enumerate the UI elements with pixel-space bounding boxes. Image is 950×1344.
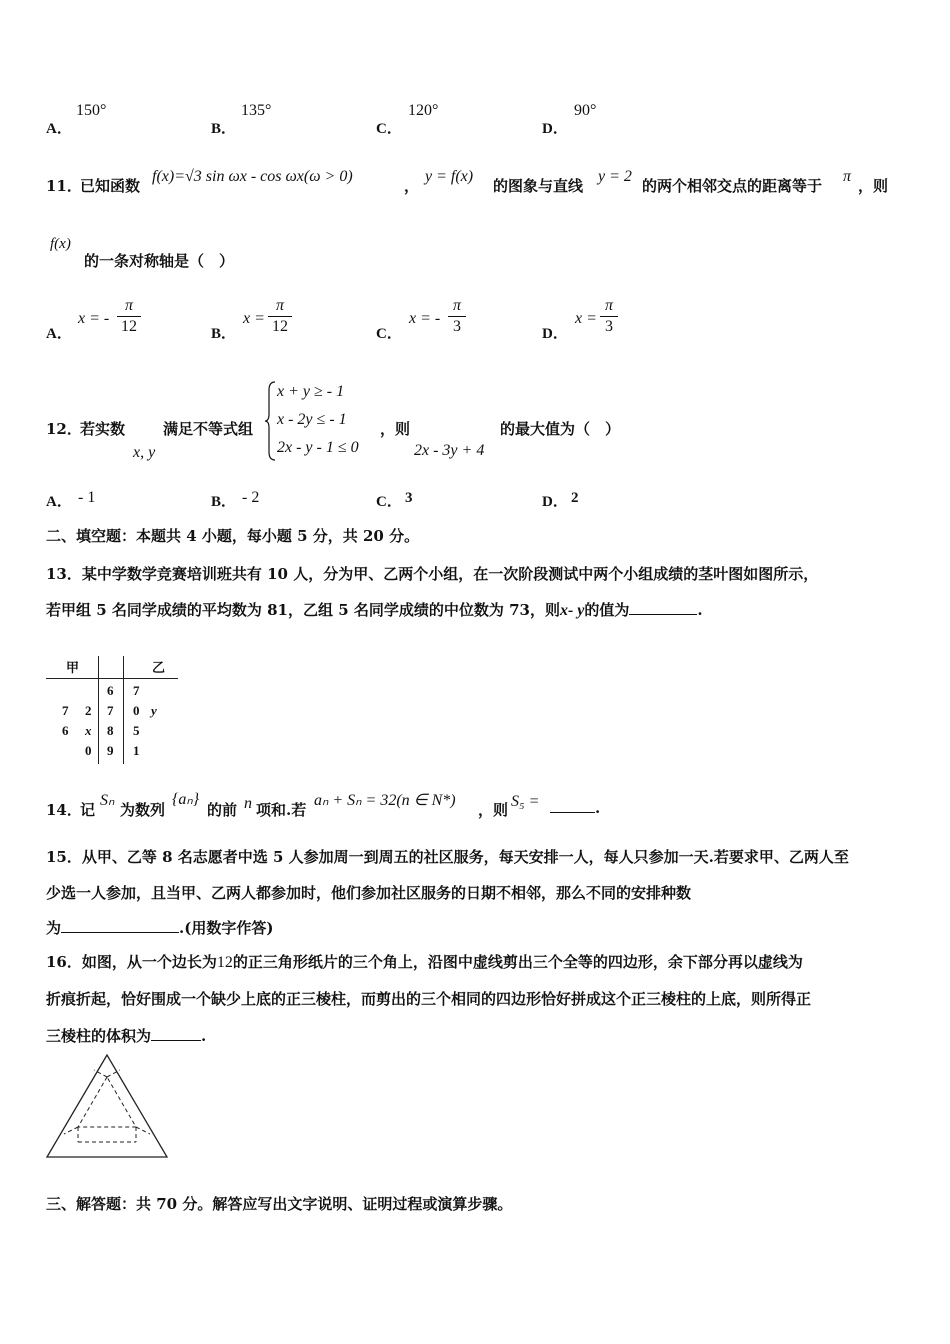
plot-leaf-right: 7 bbox=[133, 683, 140, 698]
q11-option-d-num: π bbox=[604, 297, 613, 314]
q12-text-3: ，则 bbox=[380, 420, 411, 438]
q12-text-2: 满足不等式组 bbox=[163, 420, 254, 438]
q10-option-b-label: B． bbox=[211, 121, 237, 137]
q11-formula-line: y = 2 bbox=[598, 168, 632, 185]
q14-text-5: ，则 bbox=[478, 801, 509, 819]
q10-option-b-value: 135° bbox=[241, 102, 272, 119]
q14-text-2: 为数列 bbox=[120, 801, 166, 819]
plot-stem: 9 bbox=[107, 743, 114, 758]
q11-option-b-lhs: x = bbox=[243, 310, 265, 327]
q14-end: . bbox=[595, 799, 601, 817]
plot-stem: 8 bbox=[107, 723, 114, 738]
q12-system-line-3: 2x - y - 1 ≤ 0 bbox=[277, 439, 359, 456]
q16-line-1-tail: 的正三角形纸片的三个角上，沿图中虚线剪出三个全等的四边形，余下部分再以虚线为 bbox=[232, 953, 803, 971]
q13-answer-blank[interactable] bbox=[629, 614, 697, 615]
plot-left-divider bbox=[98, 656, 99, 764]
q15-line-3 bbox=[46, 917, 273, 938]
plot-horizontal-rule bbox=[46, 678, 178, 679]
q13-line-2-text: 若甲组 5 名同学成绩的平均数为 81，乙组 5 名同学成绩的中位数为 73，则 bbox=[46, 601, 560, 619]
q12-system-line-2: x - 2y ≤ - 1 bbox=[277, 411, 347, 428]
q16-line-3-text: 三棱柱的体积为 bbox=[46, 1027, 152, 1045]
q11-option-c-lhs: x = - bbox=[409, 310, 441, 327]
q14-formula-n: n bbox=[244, 795, 252, 812]
plot-stem: 7 bbox=[107, 703, 114, 718]
q11-text-3: 的图象与直线 bbox=[493, 177, 584, 195]
q12-option-d-value: 2 bbox=[571, 490, 579, 506]
plot-leaf-left: 7 bbox=[62, 703, 69, 718]
q11-option-d-label: D． bbox=[542, 326, 568, 342]
q12-option-d-label: D． bbox=[542, 494, 568, 510]
q11-formula-fx: f(x) bbox=[50, 236, 71, 252]
q16-side-length: 12 bbox=[216, 954, 233, 971]
q12-option-b-label: B． bbox=[211, 494, 237, 510]
q11-option-a-den: 12 bbox=[121, 318, 137, 335]
plot-leaf-right-y: y bbox=[151, 703, 157, 718]
plot-leaf-left-x: x bbox=[85, 723, 92, 738]
q11-option-d-lhs: x = bbox=[575, 310, 597, 327]
q15-answer-blank[interactable] bbox=[61, 932, 179, 933]
q11-number: 11． bbox=[46, 177, 82, 195]
q11-option-a-fraction bbox=[117, 297, 141, 336]
q14-answer-blank[interactable] bbox=[550, 812, 595, 813]
q11-option-a-lhs: x = - bbox=[78, 310, 110, 327]
q12-text-1: 若实数 bbox=[80, 420, 126, 438]
plot-leaf-right: 1 bbox=[133, 743, 140, 758]
q15-line-3-text: 为 bbox=[46, 919, 62, 937]
q13-line-2-end: . bbox=[697, 601, 703, 619]
triangle-figure bbox=[40, 1050, 175, 1160]
q14-number: 14． bbox=[46, 801, 82, 819]
q10-option-d-value: 90° bbox=[574, 102, 597, 119]
q11-text-5: ，则 bbox=[858, 177, 889, 195]
q11-option-b-fraction bbox=[268, 297, 292, 336]
q11-text-2: ， bbox=[404, 177, 420, 195]
q12-option-a-label: A． bbox=[46, 494, 72, 510]
q11-option-c-fraction bbox=[448, 297, 466, 336]
q14-text-1: 记 bbox=[80, 801, 96, 819]
q16-line-3-tail: . bbox=[201, 1027, 207, 1045]
q10-option-a-label: A． bbox=[46, 121, 72, 137]
plot-stem: 6 bbox=[107, 683, 114, 698]
q11-text-1: 已知函数 bbox=[80, 177, 141, 195]
q12-option-b-value: - 2 bbox=[242, 489, 260, 506]
q12-vars: x, y bbox=[133, 444, 156, 461]
q15-line-1: 15．从甲、乙等 8 名志愿者中选 5 人参加周一到周五的社区服务，每天安排一人，每人只参加一天.若要求甲、乙两人至 bbox=[46, 848, 849, 866]
plot-leaf-right: 0 bbox=[133, 703, 140, 718]
q14-formula-s5: S₅ = bbox=[511, 793, 540, 810]
plot-leaf-right: 5 bbox=[133, 723, 140, 738]
q16-line-1 bbox=[46, 951, 803, 972]
q13-line-2-tail: 的值为 bbox=[584, 601, 630, 619]
q14-answer-line bbox=[550, 799, 600, 817]
q14-text-4: 项和.若 bbox=[256, 801, 307, 819]
q10-option-d-label: D． bbox=[542, 121, 568, 137]
plot-leaf-left: 2 bbox=[85, 703, 92, 718]
q10-option-c-label: C． bbox=[376, 121, 402, 137]
q11-formula-y: y = f(x) bbox=[425, 168, 474, 185]
section-3-heading: 三、解答题：共 70 分。解答应写出文字说明、证明过程或演算步骤。 bbox=[46, 1195, 513, 1213]
q14-text-3: 的前 bbox=[207, 801, 238, 819]
q11-formula-f: f(x)=√3 sin ωx - cos ωx(ω > 0) bbox=[152, 168, 353, 185]
q13-expression: x- y bbox=[559, 602, 585, 619]
q14-formula-sn: Sₙ bbox=[100, 792, 115, 809]
q15-line-2: 少选一人参加，且当甲、乙两人都参加时，他们参加社区服务的日期不相邻，那么不同的安排种数 bbox=[46, 884, 692, 902]
left-brace-icon bbox=[264, 380, 278, 462]
q11-option-c-label: C． bbox=[376, 326, 402, 342]
q10-option-c-value: 120° bbox=[408, 102, 439, 119]
q12-number: 12． bbox=[46, 420, 82, 438]
q11-option-d-den: 3 bbox=[605, 318, 613, 335]
q11-formula-pi: π bbox=[843, 168, 852, 185]
q11-option-b-den: 12 bbox=[272, 318, 288, 335]
q12-text-4: 的最大值为（ ） bbox=[500, 420, 621, 438]
section-2-heading: 二、填空题：本题共 4 小题，每小题 5 分，共 20 分。 bbox=[46, 527, 420, 545]
plot-leaf-left: 6 bbox=[62, 723, 69, 738]
plot-left-header: 甲 bbox=[66, 660, 80, 675]
q16-line-2: 折痕折起，恰好围成一个缺少上底的正三棱柱，而剪出的三个相同的四边形恰好拼成这个正三棱柱的上底，则所得正 bbox=[46, 990, 812, 1008]
q10-option-a-value: 150° bbox=[76, 102, 107, 119]
q11-option-a-num: π bbox=[124, 297, 133, 314]
q13-line-1: 13．某中学数学竞赛培训班共有 10 人，分为甲、乙两个小组，在一次阶段测试中两个小组成绩的茎叶图如图所示， bbox=[46, 565, 819, 583]
q12-option-a-value: - 1 bbox=[78, 489, 96, 506]
q11-option-a-label: A． bbox=[46, 326, 72, 342]
q16-line-1-text: 16．如图，从一个边长为 bbox=[46, 953, 217, 971]
plot-leaf-left: 0 bbox=[85, 743, 92, 758]
q11-text-6: 的一条对称轴是（ ） bbox=[84, 252, 235, 270]
q11-text-4: 的两个相邻交点的距离等于 bbox=[642, 177, 823, 195]
q16-line-3 bbox=[46, 1025, 206, 1046]
q12-option-c-label: C． bbox=[376, 494, 402, 510]
q11-option-b-label: B． bbox=[211, 326, 237, 342]
q11-option-b-num: π bbox=[275, 297, 284, 314]
q11-option-c-num: π bbox=[452, 297, 461, 314]
q12-system-line-1: x + y ≥ - 1 bbox=[277, 383, 345, 400]
q16-answer-blank[interactable] bbox=[151, 1040, 201, 1041]
plot-right-divider bbox=[123, 656, 124, 764]
q15-line-3-tail: .(用数字作答) bbox=[179, 919, 274, 937]
q11-option-c-den: 3 bbox=[453, 318, 461, 335]
q12-expression: 2x - 3y + 4 bbox=[414, 442, 485, 459]
q12-option-c-value: 3 bbox=[405, 490, 413, 506]
q14-formula-condition: aₙ + Sₙ = 32(n ∈ N*) bbox=[314, 792, 456, 809]
plot-right-header: 乙 bbox=[152, 660, 166, 675]
q13-line-2 bbox=[46, 599, 703, 620]
q14-formula-seq: {aₙ} bbox=[172, 791, 200, 808]
q11-option-d-fraction bbox=[600, 297, 618, 336]
